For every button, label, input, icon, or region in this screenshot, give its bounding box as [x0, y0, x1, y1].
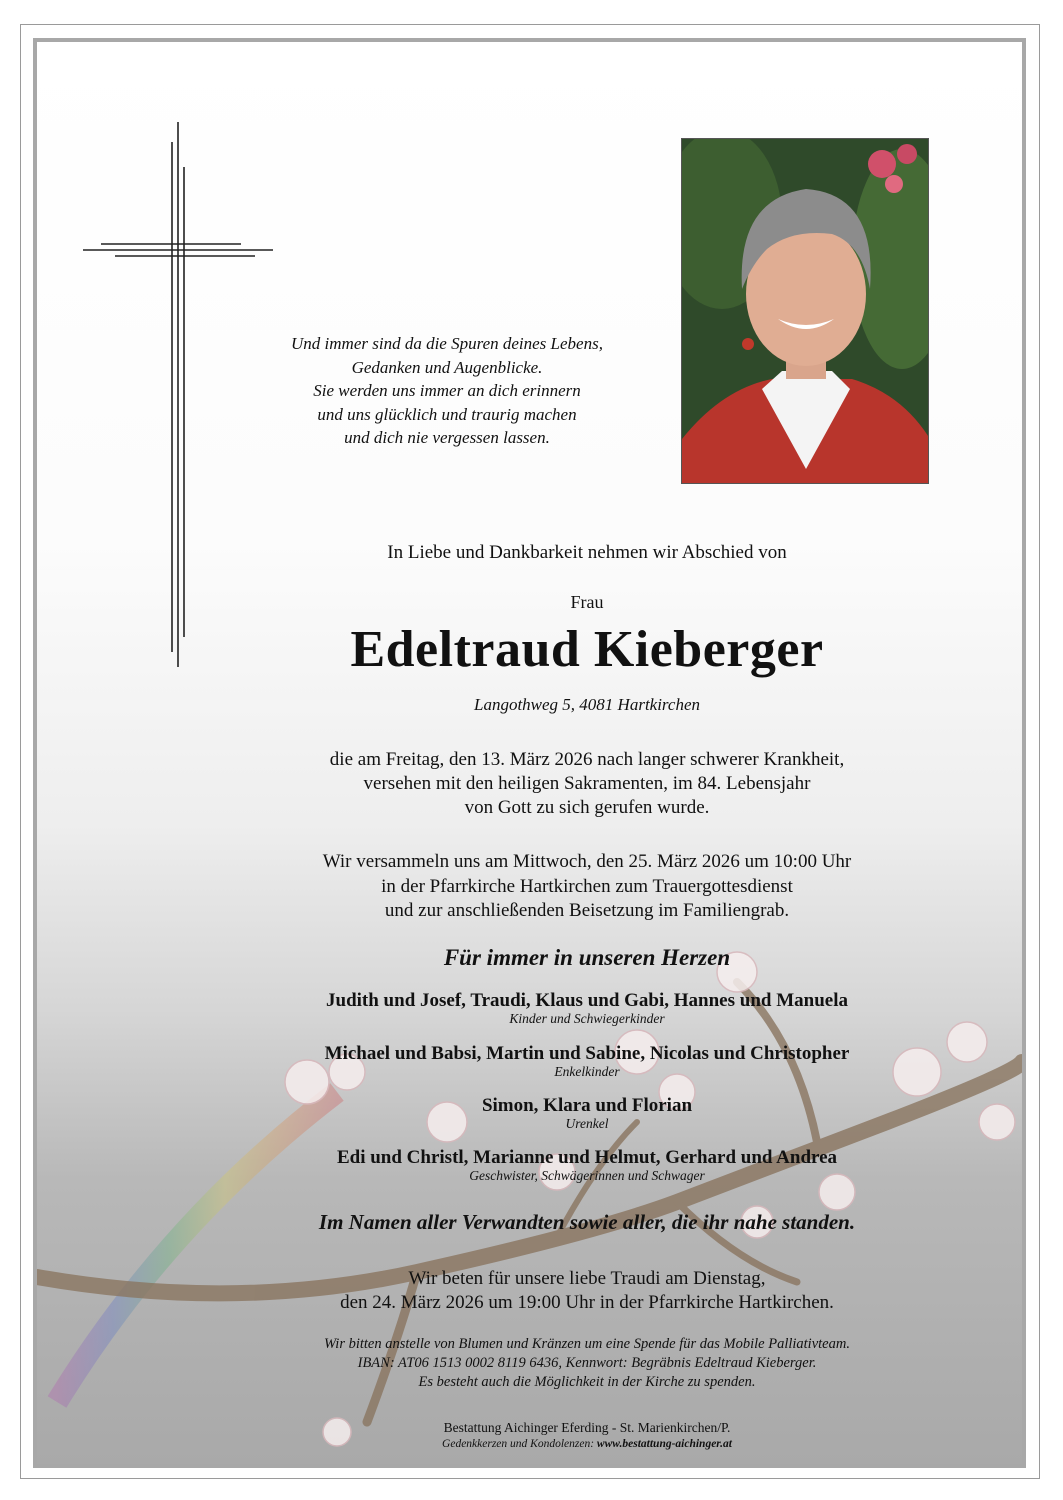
website-link[interactable]: www.bestattung-aichinger.at: [596, 1438, 732, 1450]
donation-line: Wir bitten anstelle von Blumen und Kränzen um eine Spende für das Mobile Palliativteam.: [324, 1336, 850, 1352]
family-names: Michael und Babsi, Martin und Sabine, Nicolas und Christopher: [324, 1043, 850, 1064]
poem-line: Gedanken und Augenblicke.: [351, 357, 543, 377]
family-names: Edi und Christl, Marianne und Helmut, Gerhard und Andrea: [336, 1147, 838, 1168]
donation-notice: [277, 1335, 897, 1392]
donation-line: IBAN: AT06 1513 0002 8119 6436, Kennwort: Begräbnis Edeltraud Kieberger.: [357, 1355, 817, 1371]
funeral-line: in der Pfarrkirche Hartkirchen zum Trauergottesdienst: [381, 875, 793, 897]
family-relation: Geschwister, Schwägerinnen und Schwager: [469, 1168, 705, 1183]
funeral-home-name: Bestattung Aichinger Eferding - St. Marienkirchen/P.: [443, 1420, 731, 1435]
family-group: [277, 1095, 897, 1132]
obituary-card: [33, 38, 1026, 1468]
memorial-poem: [227, 332, 667, 450]
death-notice-line: die am Freitag, den 13. März 2026 nach langer schwerer Krankheit,: [329, 749, 845, 770]
portrait-photo: [681, 138, 929, 484]
prayer-line: den 24. März 2026 um 19:00 Uhr in der Pfarrkirche Hartkirchen.: [340, 1292, 834, 1313]
poem-line: und uns glücklich und traurig machen: [317, 404, 577, 424]
salutation: Frau: [570, 592, 604, 612]
poem-line: Und immer sind da die Spuren deines Lebens,: [291, 334, 603, 353]
deceased-name: Edeltraud Kieberger: [350, 621, 824, 678]
prayer-notice: [277, 1267, 897, 1315]
family-group: [277, 1147, 897, 1184]
family-group: [277, 1043, 897, 1080]
motto: Für immer in unseren Herzen: [443, 945, 731, 970]
funeral-line: und zur anschließenden Beisetzung im Familiengrab.: [384, 900, 790, 921]
condolence-info: [277, 1436, 897, 1452]
poem-line: Sie werden uns immer an dich erinnern: [313, 381, 581, 400]
family-names: Judith und Josef, Traudi, Klaus und Gabi, Hannes und Manuela: [326, 990, 848, 1011]
family-relation: Urenkel: [565, 1116, 609, 1131]
death-notice: [277, 748, 897, 820]
funeral-details: [277, 850, 897, 924]
intro-text: In Liebe und Dankbarkeit nehmen wir Abschied von: [387, 542, 787, 563]
funeral-line: Wir versammeln uns am Mittwoch, den 25. März 2026 um 10:00 Uhr: [322, 851, 852, 872]
death-notice-line: versehen mit den heiligen Sakramenten, im 84. Lebensjahr: [363, 773, 811, 794]
donation-line: Es besteht auch die Möglichkeit in der Kirche zu spenden.: [418, 1374, 756, 1390]
condolence-label: Gedenkkerzen und Kondolenzen:: [442, 1438, 595, 1450]
family-names: Simon, Klara und Florian: [481, 1095, 693, 1116]
family-relation: Kinder und Schwiegerkinder: [509, 1011, 665, 1026]
family-group: [277, 990, 897, 1027]
family-relation: Enkelkinder: [554, 1064, 620, 1079]
poem-line: und dich nie vergessen lassen.: [344, 428, 550, 447]
closing-line: Im Namen aller Verwandten sowie aller, die ihr nahe standen.: [318, 1210, 856, 1234]
prayer-line: Wir beten für unsere liebe Traudi am Dienstag,: [408, 1268, 766, 1289]
footer: [277, 1420, 897, 1452]
death-notice-line: von Gott zu sich gerufen wurde.: [464, 797, 710, 818]
deceased-address: Langothweg 5, 4081 Hartkirchen: [473, 695, 701, 714]
